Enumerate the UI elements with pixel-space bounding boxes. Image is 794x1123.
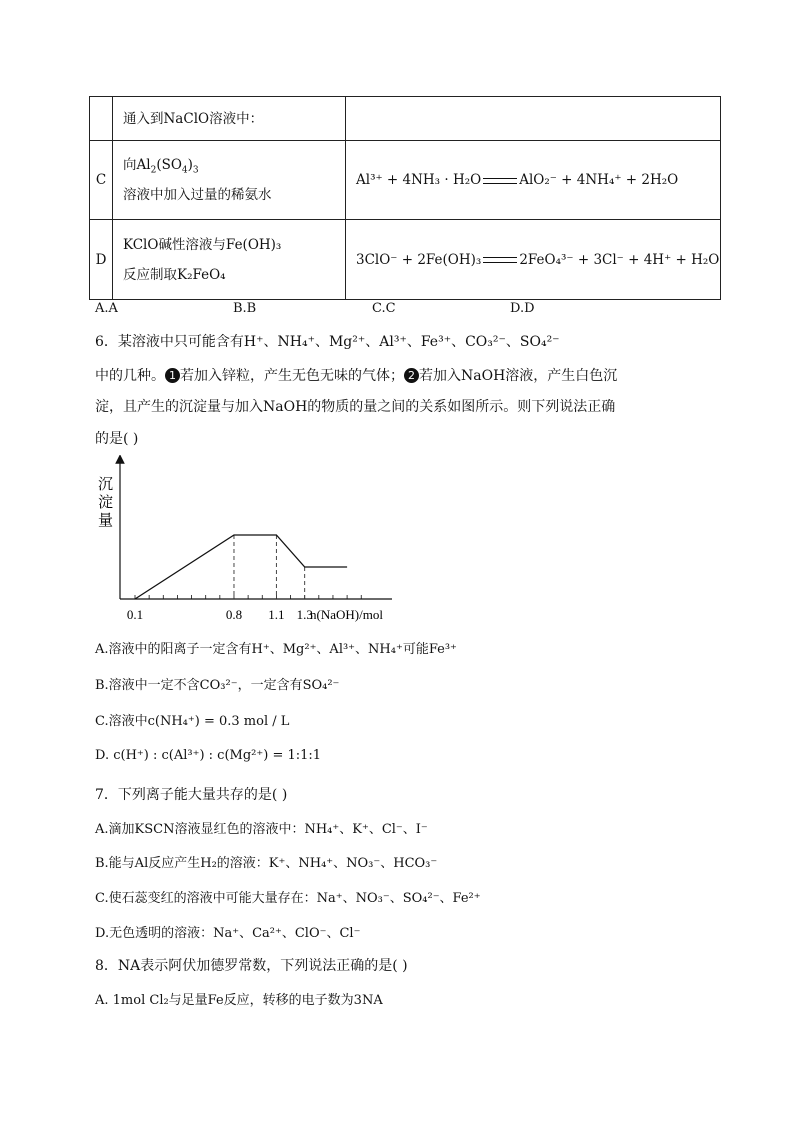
q7-option-a: A.滴加KSCN溶液显红色的溶液中：NH₄⁺、K⁺、Cl⁻、I⁻	[95, 822, 428, 837]
table-row	[90, 220, 721, 300]
row-c-line1: 向$Al_2(SO_4)_3$	[123, 157, 199, 176]
row-c-equation: Al³⁺ + 4NH₃ · H₂O AlO₂⁻ + 4NH₄⁺ + 2H₂O	[346, 141, 721, 220]
circled-number-icon: 1	[165, 368, 180, 383]
row-top-description: 通入到NaClO溶液中：	[113, 97, 346, 141]
precipitate-chart	[92, 455, 402, 625]
y-axis-label-char: 量	[98, 513, 114, 529]
x-tick-label: 0.8	[225, 607, 243, 622]
q8-option-a: A. 1mol Cl₂与足量Fe反应，转移的电子数为3NA	[95, 993, 383, 1008]
q7-option-b: B.能与Al反应产生H₂的溶液：K⁺、NH₄⁺、NO₃⁻、HCO₃⁻	[95, 856, 438, 871]
table-row	[90, 141, 721, 220]
q5-option-b: B.B	[233, 301, 257, 316]
q7-option-c: C.使石蕊变红的溶液中可能大量存在：Na⁺、NO₃⁻、SO₄²⁻、Fe²⁺	[95, 891, 481, 906]
q6-option-a: A.溶液中的阳离子一定含有H⁺、Mg²⁺、Al³⁺、NH₄⁺可能Fe³⁺	[95, 642, 457, 657]
q5-option-d: D.D	[510, 301, 535, 316]
x-axis-label: n(NaOH)/mol	[310, 607, 383, 622]
circled-number-icon: 2	[404, 368, 419, 383]
q5-option-c: C.C	[372, 301, 396, 316]
x-tick-label: 0.1	[126, 607, 144, 622]
q6-option-c: C.溶液中c(NH₄⁺) = 0.3 mol / L	[95, 714, 290, 729]
q6-stem-line1: 6．某溶液中只可能含有H⁺、NH₄⁺、Mg²⁺、Al³⁺、Fe³⁺、CO₃²⁻、SO₄²⁻	[95, 334, 560, 350]
row-c-line2: 溶液中加入过量的稀氨水	[123, 187, 272, 203]
precipitate-series-line	[135, 535, 347, 599]
answer-table	[89, 96, 721, 300]
row-d-line1: KClO碱性溶液与Fe(OH)₃	[123, 236, 282, 253]
q6-stem-line2: 中的几种。 1 若加入锌粒，产生无色无味的气体； 2 若加入NaOH溶液，产生白色沉	[95, 368, 618, 384]
q6-stem-line4: 的是( )	[95, 431, 139, 447]
equals-arrow-icon	[483, 178, 517, 184]
row-d-line2: 反应制取K₂FeO₄	[123, 266, 226, 283]
y-axis-label-char: 淀	[98, 495, 114, 511]
q6-option-b: B.溶液中一定不含CO₃²⁻，一定含有SO₄²⁻	[95, 678, 340, 693]
q6-option-d: D. c(H⁺) : c(Al³⁺) : c(Mg²⁺) = 1:1:1	[95, 748, 322, 763]
q8-stem: 8．NA表示阿伏加德罗常数，下列说法正确的是( )	[95, 958, 408, 974]
row-d-equation: 3ClO⁻ + 2Fe(OH)₃ 2FeO₄³⁻ + 3Cl⁻ + 4H⁺ + H₂O	[346, 220, 721, 300]
q5-option-a: A.A	[95, 301, 118, 316]
table-row	[90, 97, 721, 141]
dashed-guides	[234, 535, 305, 599]
equals-arrow-icon	[483, 257, 517, 263]
row-label: D	[90, 220, 113, 300]
x-tick-label: 1.3	[296, 607, 313, 622]
q7-stem: 7．下列离子能大量共存的是( )	[95, 787, 288, 803]
q7-option-d: D.无色透明的溶液：Na⁺、Ca²⁺、ClO⁻、Cl⁻	[95, 926, 361, 941]
row-label: C	[90, 141, 113, 220]
y-axis-label-char: 沉	[98, 477, 114, 493]
x-tick-label: 1.1	[268, 607, 285, 622]
q6-stem-line3: 淀，且产生的沉淀量与加入NaOH的物质的量之间的关系如图所示。则下列说法正确	[95, 399, 616, 415]
